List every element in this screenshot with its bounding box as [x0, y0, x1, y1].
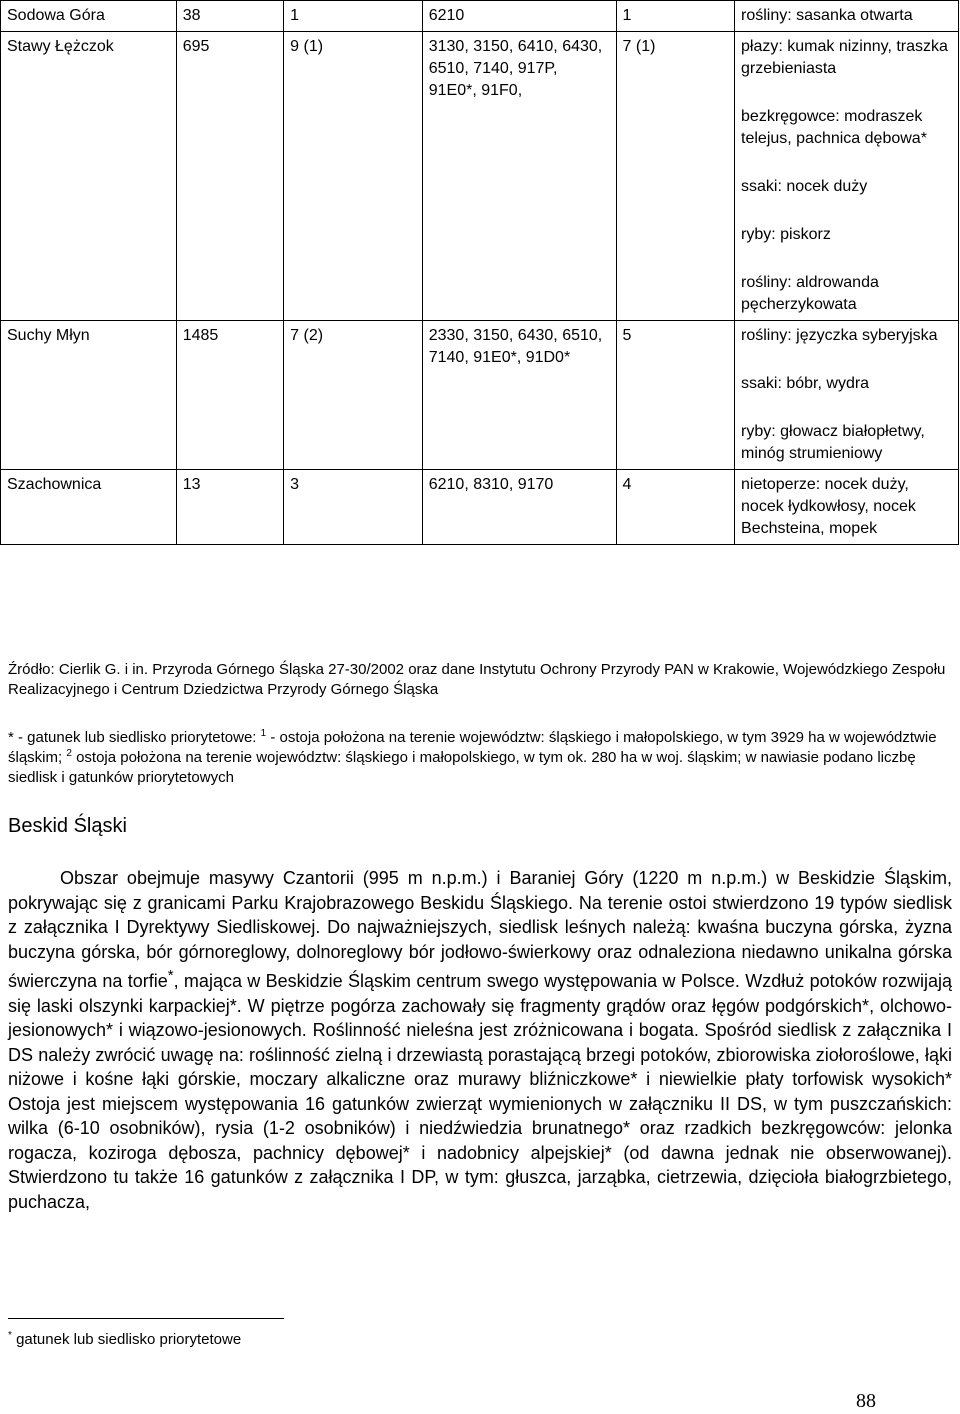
- section-body: [8, 866, 952, 1214]
- species-entry: bezkręgowce: modraszek telejus, pachnica dębowa*: [741, 108, 927, 147]
- habitat-codes-cell: 2330, 3150, 6430, 6510, 7140, 91E0*, 91D0*: [422, 321, 616, 470]
- legend-notes: [8, 728, 952, 788]
- habitat-count-cell: 7 (2): [284, 321, 423, 470]
- section-paragraph: [8, 866, 952, 1214]
- habitat-codes-cell: 3130, 3150, 6410, 6430, 6510, 7140, 917P, 91E0*, 91F0,: [422, 32, 616, 321]
- habitat-codes-cell: 6210, 8310, 9170: [422, 470, 616, 545]
- area-cell: 38: [176, 1, 283, 32]
- footnote-mark: *: [8, 1330, 12, 1341]
- area-cell: 695: [176, 32, 283, 321]
- habitat-table-body: [1, 1, 959, 545]
- species-entry: nietoperze: nocek duży, nocek łydkowłosy, nocek Bechsteina, mopek: [741, 476, 916, 537]
- species-list-cell: [735, 1, 959, 32]
- source-label: Źródło:: [8, 661, 55, 678]
- species-count-cell: 5: [616, 321, 734, 470]
- notes-sup-1: 1: [260, 728, 267, 739]
- notes-part-3: ostoja położona na terenie województw: śląskiego i małopolskiego, w tym ok. 280 ha w woj. śląskim; w nawiasie podano liczbę siedlisk i gatunków priorytetowych: [8, 749, 916, 786]
- habitat-count-cell: 3: [284, 470, 423, 545]
- paragraph-sup: *: [167, 967, 174, 984]
- paragraph-part-2: , mająca w Beskidzie Śląskim centrum swego występowania w Polsce. Wzdłuż potoków rozwijają się laski olszynki karpackiej*. W piętrze pogórza zachowały się fragmenty grądów oraz łęgów podgórskich*, olchowo-jesionowych* i wiązowo-jesionowych. Roślinność nieleśna jest zróżnicowana i bogata. Spośród siedlisk z załącznika I DS należy zwrócić uwagę na: roślinność zielną i drzewiastą porastającą brzegi potoków, zbiorowiska ziołoroślowe, łąki niżowe i kośne łąki górskie, moczary alkaliczne oraz murawy bliźniczkowe* i niewielkie płaty torfowisk wysokich* Ostoja jest miejscem występowania 16 gatunków zwierząt wymienionych w załączniku II DS, w tym puszczańskich: wilka (6-10 osobników), rysia (1-2 osobników) i niedźwiedzia brunatnego* oraz rzadkich bezkręgowców: jelonka rogacza, koziroga dębosza, pachnicy dębowej* i nadobnicy alpejskiej* (od dawna jednak nie obserwowanej). Stwierdzono tu także 16 gatunków z załącznika I DP, w tym: głuszca, jarząbka, cietrzewia, dzięcioła białogrzbietego, puchacza,: [8, 971, 952, 1212]
- species-entry: rośliny: sasanka otwarta: [741, 7, 913, 24]
- page-number: 88: [856, 1390, 876, 1412]
- species-count-cell: 1: [616, 1, 734, 32]
- site-name-cell: Szachownica: [1, 470, 177, 545]
- species-count-cell: 7 (1): [616, 32, 734, 321]
- footnote-text: gatunek lub siedlisko priorytetowe: [11, 1331, 242, 1348]
- site-name-cell: Suchy Młyn: [1, 321, 177, 470]
- source-text: Cierlik G. i in. Przyroda Górnego Śląska 27-30/2002 oraz dane Instytutu Ochrony Przyrody PAN w Krakowie, Wojewódzkiego Zespołu Realizacyjnego i Centrum Dziedzictwa Przyrody Górnego Śląska: [8, 661, 946, 698]
- site-name-cell: Sodowa Góra: [1, 1, 177, 32]
- species-entry: ssaki: bóbr, wydra: [741, 375, 870, 392]
- notes-sup-2: 2: [66, 748, 72, 759]
- area-cell: 1485: [176, 321, 283, 470]
- source-note: [8, 660, 952, 700]
- habitat-count-cell: 1: [284, 1, 423, 32]
- species-entry: ryby: głowacz białopłetwy, minóg strumieniowy: [741, 423, 925, 462]
- species-entry: płazy: kumak nizinny, traszka grzebieniasta: [741, 38, 948, 77]
- habitat-count-cell: 9 (1): [284, 32, 423, 321]
- species-entry: rośliny: aldrowanda pęcherzykowata: [741, 274, 879, 313]
- paragraph-part-1: Obszar obejmuje masywy Czantorii (995 m n.p.m.) i Baraniej Góry (1220 m n.p.m.) w Beskidzie Śląskim, pokrywając się z granicami Parku Krajobrazowego Beskidu Śląskiego. Na terenie ostoi stwierdzono 19 typów siedlisk z załącznika I Dyrektywy Siedliskowej. Do najważniejszych, siedlisk leśnych należą: kwaśna buczyna górska, żyzna buczyna górska, bór górnoreglowy, dolnoreglowy bór jodłowo-świerkowy oraz odnaleziona niedawno unikalna górska świerczyna na torfie: [8, 868, 952, 991]
- habitat-table: [0, 0, 959, 545]
- species-list-cell: [735, 321, 959, 470]
- table-row: [1, 32, 959, 321]
- table-row: [1, 470, 959, 545]
- footnote: [8, 1330, 241, 1348]
- species-entry: rośliny: języczka syberyjska: [741, 327, 938, 344]
- habitat-codes-cell: 6210: [422, 1, 616, 32]
- species-list-cell: [735, 32, 959, 321]
- species-entry: ryby: piskorz: [741, 226, 831, 243]
- species-entry: ssaki: nocek duży: [741, 178, 868, 195]
- area-cell: 13: [176, 470, 283, 545]
- footnote-separator: [8, 1318, 284, 1319]
- table-row: [1, 321, 959, 470]
- notes-part-1: * - gatunek lub siedlisko priorytetowe:: [8, 729, 261, 746]
- species-list-cell: [735, 470, 959, 545]
- site-name-cell: Stawy Łężczok: [1, 32, 177, 321]
- table-row: [1, 1, 959, 32]
- species-count-cell: 4: [616, 470, 734, 545]
- notes-part-2: - ostoja położona na terenie województw: śląskiego i małopolskiego, w tym 3929 ha w województwie śląskim;: [8, 729, 937, 766]
- section-title: Beskid Śląski: [8, 815, 127, 837]
